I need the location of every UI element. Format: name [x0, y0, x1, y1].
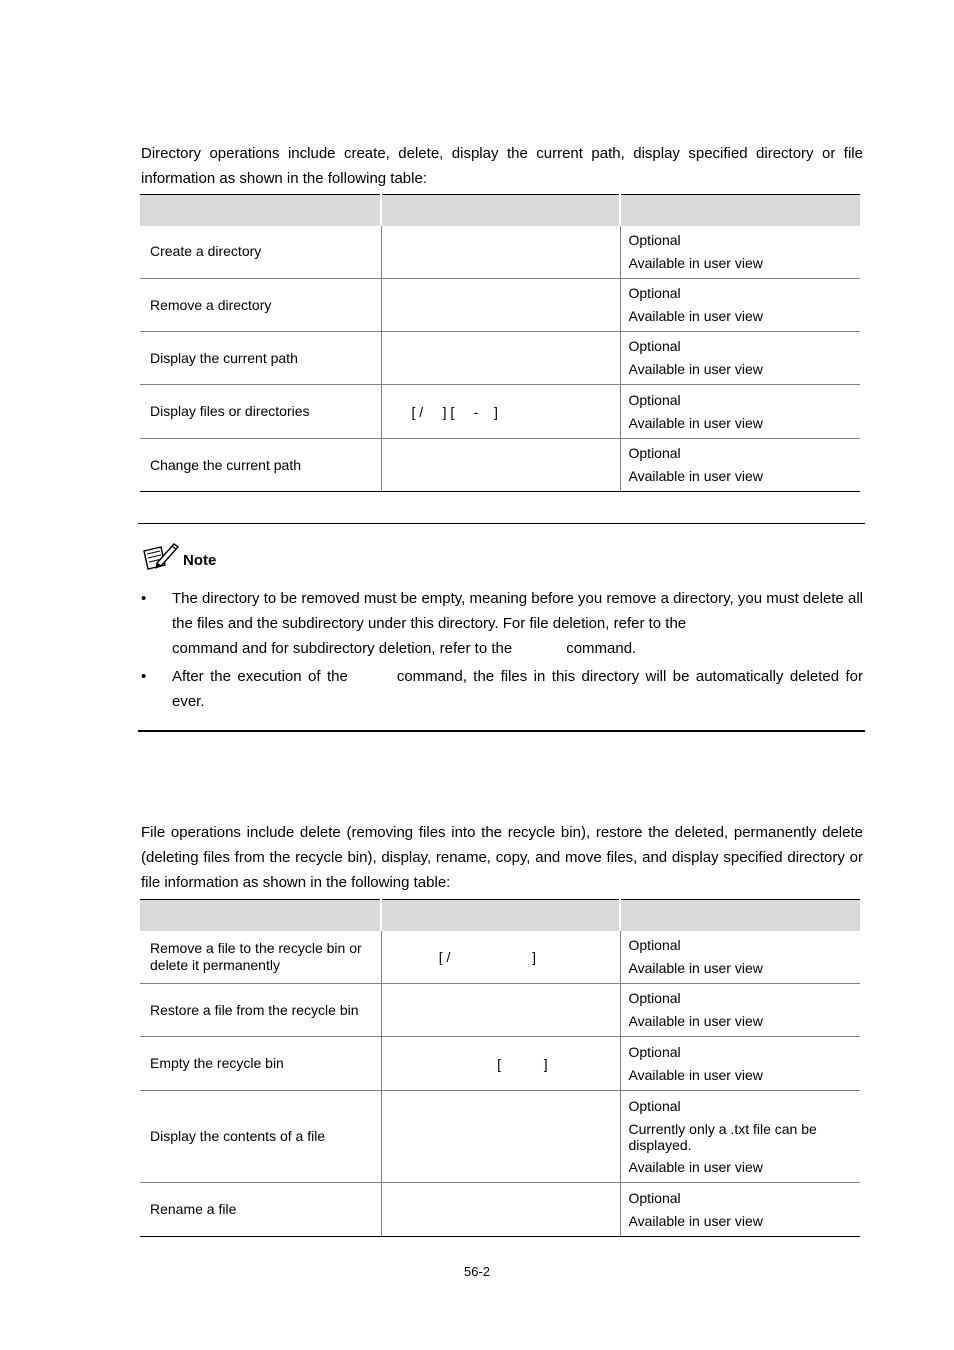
- table-row: [140, 439, 860, 492]
- remarks-cell: [620, 984, 860, 1037]
- note-header: [141, 541, 216, 571]
- remark-line: Available in user view: [628, 361, 763, 377]
- remark-line: Available in user view: [628, 308, 763, 324]
- remarks-cell: [620, 279, 860, 332]
- note-text: The directory to be removed must be empty, meaning before you remove a directory, you must delete all the files and the subdirectory under this directory. For file deletion, refer to the: [172, 590, 863, 632]
- table-header-row: [140, 900, 860, 931]
- directory-operations-table: [140, 194, 860, 492]
- remark-line: Available in user view: [628, 1212, 763, 1229]
- command-cell: [ / ]: [381, 931, 620, 984]
- remark-line: Available in user view: [628, 254, 763, 271]
- command-cell: [381, 279, 620, 332]
- note-bullet-text: [172, 586, 863, 661]
- operation-cell: Display the current path: [140, 332, 381, 385]
- table-row: [140, 1037, 860, 1091]
- table-row: [140, 1091, 860, 1183]
- note-bullet-text: [172, 664, 863, 714]
- table-row: [140, 984, 860, 1037]
- remarks-cell: [620, 439, 860, 492]
- remarks-cell: [620, 226, 860, 279]
- note-bottom-rule: [138, 730, 865, 732]
- remark-line: Available in user view: [628, 1066, 763, 1083]
- note-text: command and for subdirectory deletion, refer to the: [172, 640, 513, 657]
- operation-cell: Change the current path: [140, 439, 381, 492]
- table-row: [140, 279, 860, 332]
- command-cell: [381, 1091, 620, 1183]
- remarks-cell: [620, 385, 860, 439]
- remark-line: Available in user view: [628, 1158, 763, 1175]
- command-cell: [381, 984, 620, 1037]
- remark-line: Currently only a .txt file can be displayed.: [628, 1120, 817, 1153]
- remark-line: Optional: [628, 1189, 681, 1206]
- file-operations-intro: File operations include delete (removing files into the recycle bin), restore the deleted, permanently delete (deleting files from the recycle bin), display, rename, copy, and move files, and display specified directory or file information as shown in the following table:: [141, 824, 863, 891]
- note-text: After the execution of the: [172, 668, 348, 685]
- file-operations-table: [140, 899, 860, 1237]
- header-command: [381, 195, 620, 226]
- table-row: [140, 385, 860, 439]
- remark-line: Optional: [628, 1097, 681, 1114]
- remark-line: Optional: [628, 231, 681, 248]
- table-row: [140, 226, 860, 279]
- remark-line: Optional: [628, 285, 681, 301]
- note-top-rule: [138, 523, 865, 524]
- remark-line: Available in user view: [628, 414, 763, 431]
- note-pencil-icon: [141, 541, 179, 571]
- remarks-cell: [620, 1091, 860, 1183]
- command-cell: [381, 332, 620, 385]
- command-cell: [ ]: [381, 1037, 620, 1091]
- table-row: [140, 332, 860, 385]
- header-operation: [140, 900, 381, 931]
- operation-cell: Remove a directory: [140, 279, 381, 332]
- table-row: [140, 931, 860, 984]
- header-command: [381, 900, 620, 931]
- operation-cell: Display the contents of a file: [140, 1091, 381, 1183]
- remark-line: Available in user view: [628, 1013, 763, 1029]
- remark-line: Optional: [628, 936, 681, 953]
- operation-cell: Empty the recycle bin: [140, 1037, 381, 1091]
- header-remarks: [620, 195, 860, 226]
- remarks-cell: [620, 931, 860, 984]
- remarks-cell: [620, 1183, 860, 1237]
- page-number: 56-2: [463, 1264, 491, 1279]
- remark-line: Optional: [628, 338, 681, 354]
- operation-cell: Display files or directories: [140, 385, 381, 439]
- command-cell: [381, 1183, 620, 1237]
- remark-line: Available in user view: [628, 468, 763, 484]
- header-operation: [140, 195, 381, 226]
- bullet-dot: •: [141, 590, 147, 607]
- directory-operations-intro: Directory operations include create, delete, display the current path, display specified directory or file information as shown in the following table:: [141, 145, 863, 187]
- note-bullet-1: [141, 586, 863, 661]
- operation-cell: Create a directory: [140, 226, 381, 279]
- operation-cell: Restore a file from the recycle bin: [140, 984, 381, 1037]
- note-bullet-2: [141, 664, 863, 714]
- command-cell: [ / ] [ - ]: [381, 385, 620, 439]
- note-title: Note: [183, 552, 217, 569]
- operation-cell: Rename a file: [140, 1183, 381, 1237]
- command-cell: [381, 226, 620, 279]
- remarks-cell: [620, 1037, 860, 1091]
- table-row: [140, 1183, 860, 1237]
- operation-cell: Remove a file to the recycle bin or delete it permanently: [140, 931, 381, 984]
- header-remarks: [620, 900, 860, 931]
- bullet-dot: •: [141, 668, 147, 685]
- remark-line: Optional: [628, 391, 681, 408]
- remark-line: Optional: [628, 990, 681, 1006]
- remark-line: Optional: [628, 445, 681, 461]
- remark-line: Optional: [628, 1043, 681, 1060]
- command-cell: [381, 439, 620, 492]
- remark-line: Available in user view: [628, 959, 763, 976]
- remarks-cell: [620, 332, 860, 385]
- note-text: command.: [566, 640, 637, 657]
- note-text: command, the files in this directory will be automatically deleted for ever.: [172, 668, 863, 710]
- table-header-row: [140, 195, 860, 226]
